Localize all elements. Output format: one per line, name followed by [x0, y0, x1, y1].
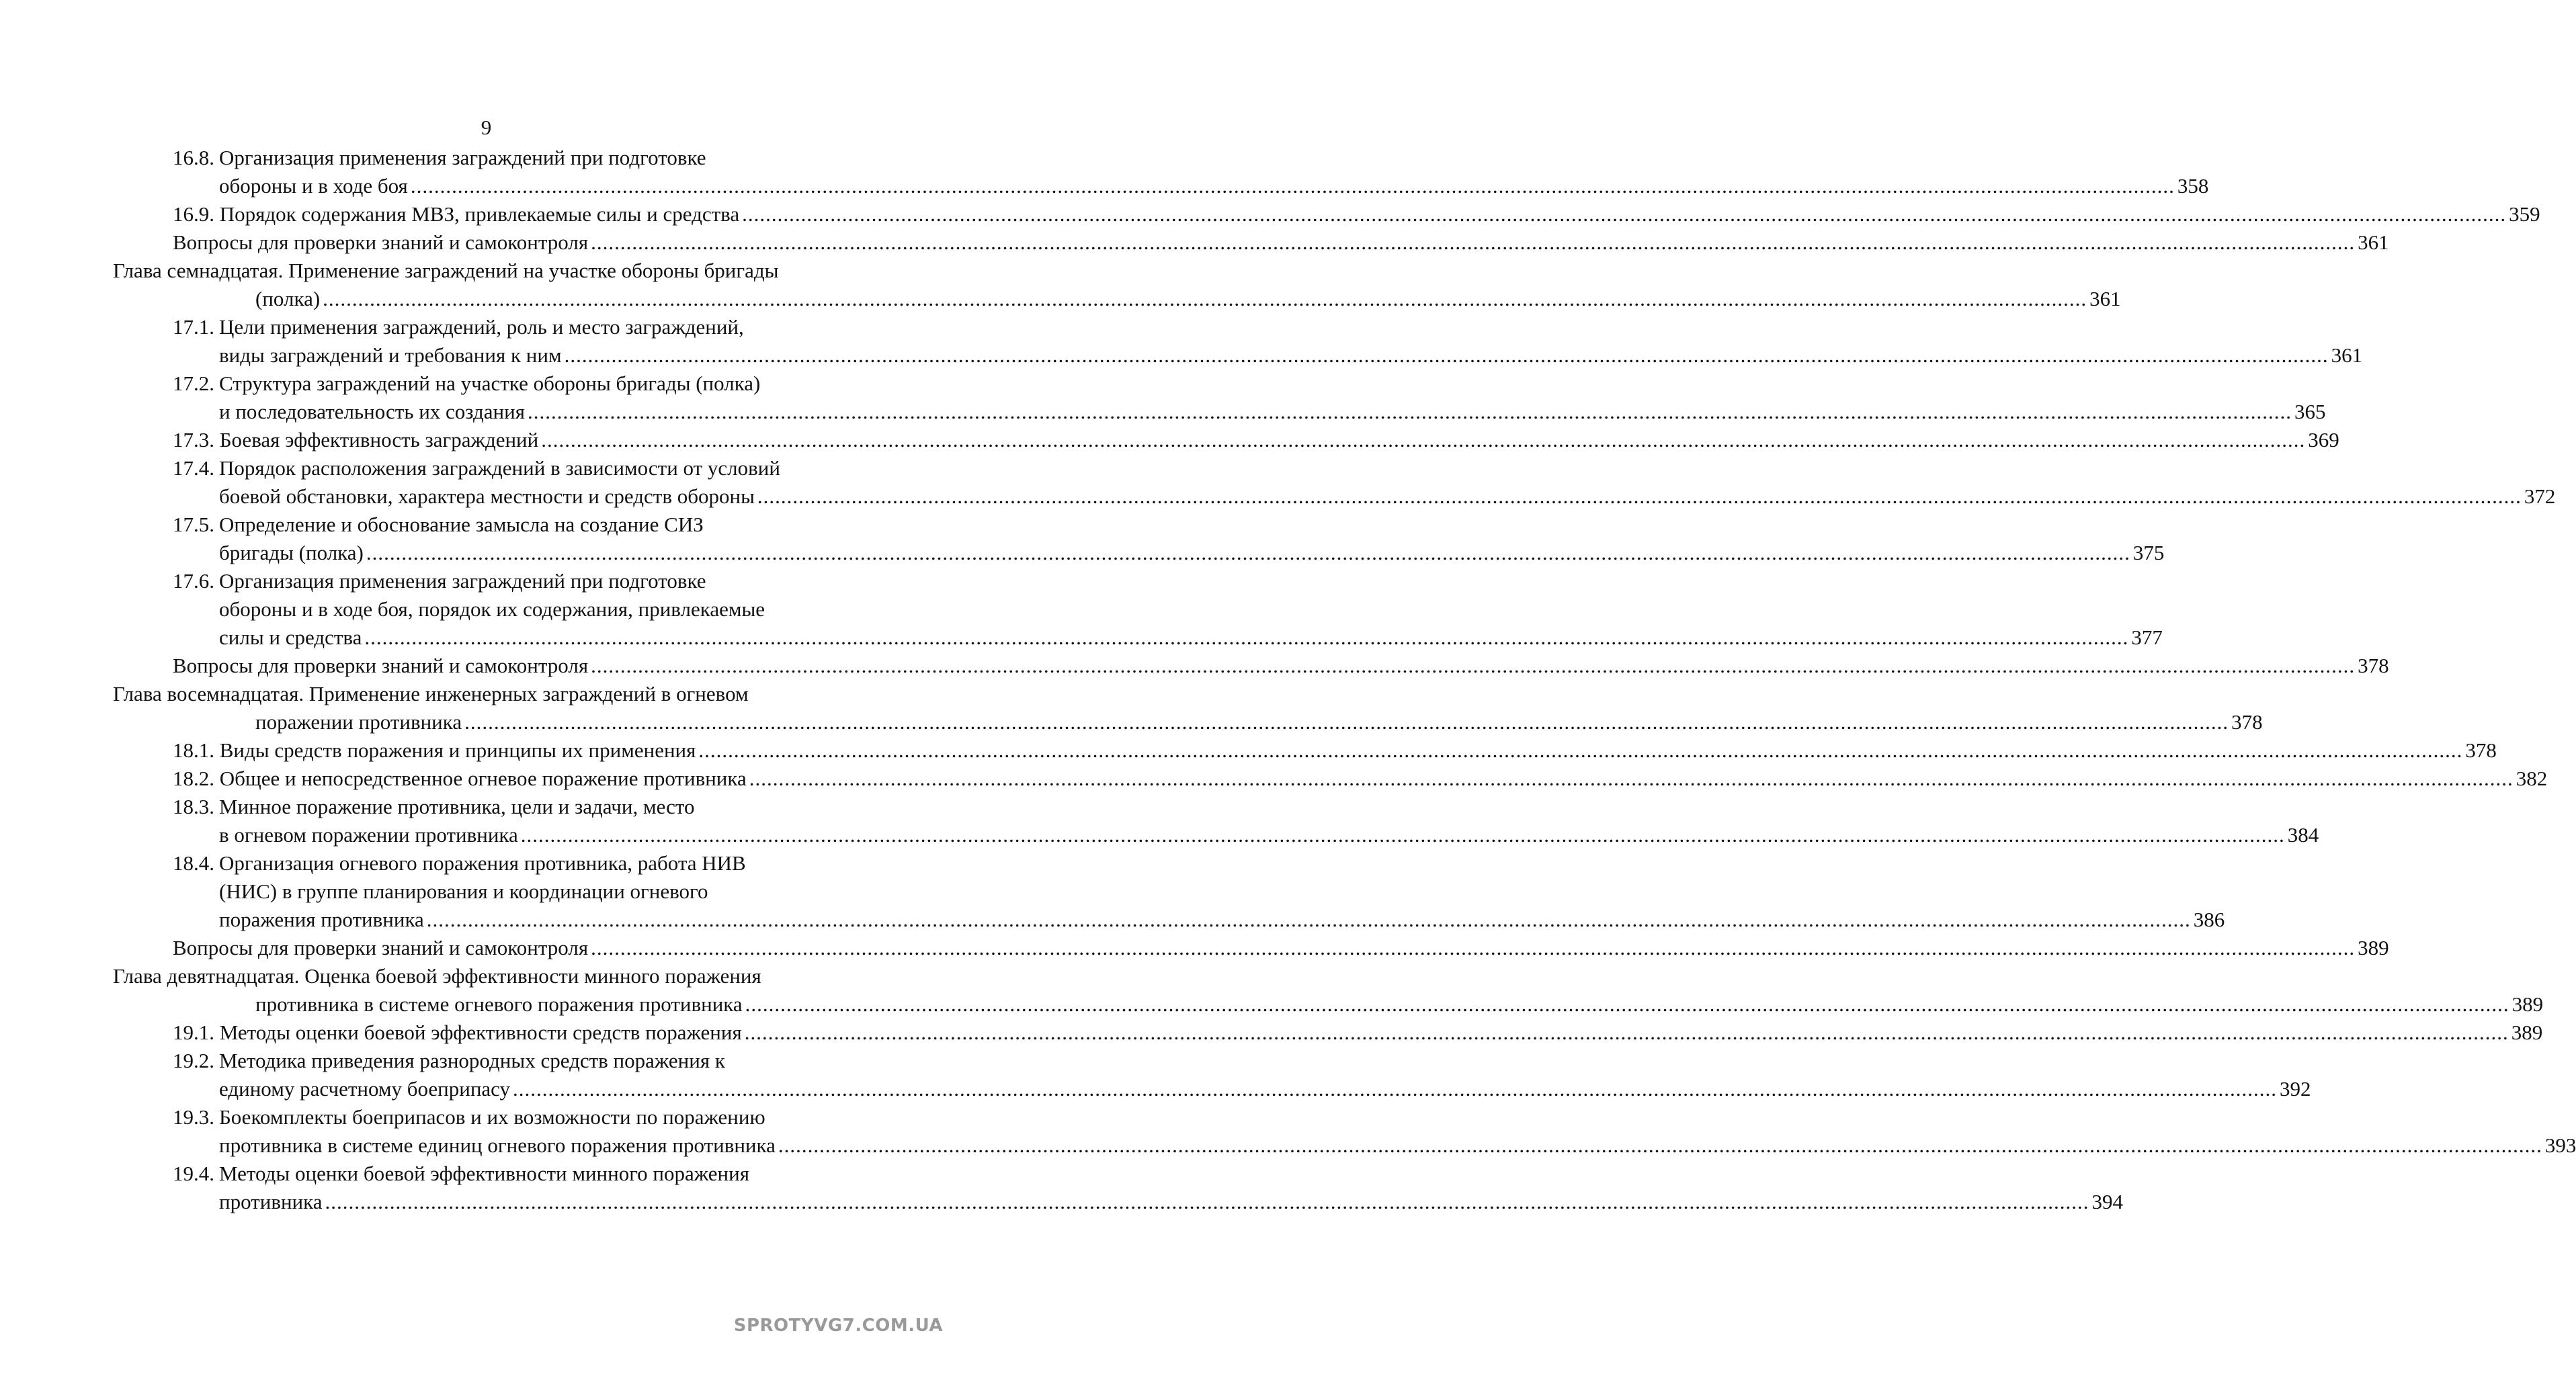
toc-line: [0, 1103, 972, 1131]
toc-entry-text: обороны и в ходе боя: [219, 174, 408, 198]
toc-line: [0, 341, 2363, 370]
toc-leader-row: [173, 652, 2389, 680]
toc-line: [0, 144, 972, 172]
toc-page-number: 389: [2358, 936, 2389, 959]
chapter-title: Глава девятнадцатая. Оценка боевой эффективности минного поражения: [113, 964, 761, 988]
toc-line: [0, 1160, 972, 1188]
section-number: 17.2.: [173, 372, 214, 395]
section-number: 19.4.: [173, 1162, 214, 1185]
toc-entry-text: поражении противника: [255, 710, 462, 734]
toc-leader-row: [219, 172, 2209, 200]
toc-page-number: 378: [2465, 738, 2497, 762]
toc-page-number: 372: [2524, 484, 2556, 508]
section-number: 19.3.: [173, 1105, 214, 1129]
dot-leader: ............................................................................................................................................................................................................................................................................................................: [464, 710, 2229, 734]
dot-leader: ............................................................................................................................................................................................................................................................................................................: [744, 1021, 2509, 1044]
toc-entry-text: Структура заграждений на участке обороны бригады (полка): [219, 372, 761, 395]
toc-entry-text: Организация применения заграждений при подготовке: [219, 569, 706, 593]
dot-leader: ............................................................................................................................................................................................................................................................................................................: [778, 1133, 2542, 1157]
toc-entry-text: Организация огневого поражения противника, работа НИВ: [219, 851, 746, 875]
toc-page-number: 384: [2287, 823, 2319, 847]
toc-entry-text: (полка): [255, 287, 321, 310]
toc-line: [0, 398, 2326, 426]
dot-leader: ............................................................................................................................................................................................................................................................................................................: [520, 823, 2285, 847]
toc-entry-text: поражения противника: [219, 908, 424, 931]
toc-entry-text: Методика приведения разнородных средств поражения к: [219, 1049, 725, 1072]
toc-line: [0, 624, 2163, 652]
toc-leader-row: [219, 398, 2326, 426]
toc-page-number: 361: [2358, 230, 2389, 254]
toc-page-number: 386: [2193, 908, 2225, 931]
chapter-title: Глава семнадцатая. Применение заграждений на участке обороны бригады: [113, 259, 779, 282]
toc-line: [0, 990, 2544, 1019]
toc-entry-text: и последовательность их создания: [219, 400, 525, 423]
toc-line: [0, 511, 972, 539]
toc-line: [0, 1131, 2576, 1160]
toc-entry-text: 19.1. Методы оценки боевой эффективности средств поражения: [173, 1021, 742, 1044]
toc-entry-text: Методы оценки боевой эффективности минного поражения: [219, 1162, 749, 1185]
section-number: 16.8.: [173, 146, 214, 169]
toc-leader-row: [219, 1131, 2576, 1160]
dot-leader: ............................................................................................................................................................................................................................................................................................................: [564, 343, 2329, 367]
toc-leader-row: [219, 341, 2363, 370]
section-number: 18.3.: [173, 795, 214, 818]
toc-line: [0, 370, 972, 398]
toc-leader-row: [173, 426, 2339, 454]
toc-line: [0, 849, 972, 877]
toc-entry-text: противника: [219, 1190, 323, 1213]
toc-page-number: 359: [2509, 202, 2540, 226]
toc-line: [0, 426, 2339, 454]
toc-leader-row: [173, 1019, 2543, 1047]
toc-line: [0, 821, 2319, 849]
dot-leader: ............................................................................................................................................................................................................................................................................................................: [757, 484, 2522, 508]
toc-line: [0, 765, 2548, 793]
toc-line: [0, 482, 2556, 511]
dot-leader: ............................................................................................................................................................................................................................................................................................................: [426, 908, 2191, 931]
toc-page-number: 365: [2294, 400, 2326, 423]
chapter-title: Глава восемнадцатая. Применение инженерных заграждений в огневом: [113, 682, 749, 705]
toc-page-number: 361: [2089, 287, 2121, 310]
toc-entry-text: Определение и обоснование замысла на создание СИЗ: [219, 513, 704, 536]
toc-entry-text: силы и средства: [219, 626, 362, 649]
toc-line: [0, 906, 2225, 934]
dot-leader: ............................................................................................................................................................................................................................................................................................................: [591, 936, 2356, 959]
section-number: 17.1.: [173, 315, 214, 339]
section-number: 18.4.: [173, 851, 214, 875]
toc-page-number: 394: [2091, 1190, 2123, 1213]
toc-leader-row: [173, 736, 2497, 765]
toc-page-number: 375: [2132, 541, 2165, 564]
review-questions-title: Вопросы для проверки знаний и самоконтроля: [173, 230, 589, 254]
toc-leader-row: [219, 1075, 2311, 1103]
toc-entry-text: Минное поражение противника, цели и задачи, место: [219, 795, 695, 818]
dot-leader: ............................................................................................................................................................................................................................................................................................................: [745, 992, 2509, 1016]
dot-leader: ............................................................................................................................................................................................................................................................................................................: [366, 541, 2130, 564]
toc-line: [0, 1188, 2123, 1216]
dot-leader: ............................................................................................................................................................................................................................................................................................................: [742, 202, 2507, 226]
section-number: 19.2.: [173, 1049, 214, 1072]
toc-leader-row: [255, 990, 2544, 1019]
toc-line: [0, 172, 2209, 200]
toc-leader-row: [173, 200, 2540, 228]
toc-line: [0, 539, 2165, 567]
toc-entry-text: противника в системе единиц огневого поражения противника: [219, 1133, 776, 1157]
toc-line: [0, 680, 972, 708]
toc-leader-row: [219, 821, 2319, 849]
table-of-contents: [0, 144, 2576, 1216]
toc-leader-row: [219, 1188, 2123, 1216]
toc-page-number: 389: [2511, 992, 2544, 1016]
toc-page-number: 377: [2131, 626, 2163, 649]
toc-entry-text: 16.9. Порядок содержания МВЗ, привлекаемые силы и средства: [173, 202, 740, 226]
toc-leader-row: [173, 934, 2389, 962]
toc-entry-text: Организация применения заграждений при подготовке: [219, 146, 706, 169]
toc-page-number: 369: [2308, 428, 2339, 452]
toc-entry-text: 17.3. Боевая эффективность заграждений: [173, 428, 539, 452]
dot-leader: ............................................................................................................................................................................................................................................................................................................: [513, 1077, 2278, 1101]
toc-page-number: 382: [2516, 767, 2548, 790]
toc-entry-text: 18.2. Общее и непосредственное огневое поражение противника: [173, 767, 747, 790]
toc-leader-row: [255, 708, 2263, 736]
toc-entry-text: Боекомплекты боеприпасов и их возможности по поражению: [219, 1105, 765, 1129]
section-number: 17.6.: [173, 569, 214, 593]
toc-page-number: 392: [2280, 1077, 2311, 1101]
toc-leader-row: [173, 228, 2389, 257]
toc-line: [0, 793, 972, 821]
toc-entry-text: Цели применения заграждений, роль и место заграждений,: [219, 315, 744, 339]
toc-leader-row: [173, 765, 2548, 793]
dot-leader: ............................................................................................................................................................................................................................................................................................................: [698, 738, 2463, 762]
toc-line: [0, 934, 2389, 962]
toc-page-number: 393: [2544, 1133, 2576, 1157]
toc-line: [0, 877, 972, 906]
section-number: 17.5.: [173, 513, 214, 536]
toc-line: [0, 313, 972, 341]
toc-page-number: 358: [2177, 174, 2209, 198]
toc-line: [0, 708, 2263, 736]
dot-leader: ............................................................................................................................................................................................................................................................................................................: [323, 287, 2087, 310]
section-number: 17.4.: [173, 456, 214, 480]
toc-entry-text: единому расчетному боеприпасу: [219, 1077, 511, 1101]
review-questions-title: Вопросы для проверки знаний и самоконтроля: [173, 936, 589, 959]
toc-line: [0, 257, 972, 285]
dot-leader: ............................................................................................................................................................................................................................................................................................................: [591, 654, 2356, 677]
dot-leader: ............................................................................................................................................................................................................................................................................................................: [541, 428, 2306, 452]
dot-leader: ............................................................................................................................................................................................................................................................................................................: [364, 626, 2129, 649]
dot-leader: ............................................................................................................................................................................................................................................................................................................: [325, 1190, 2089, 1213]
toc-line: [0, 228, 2389, 257]
page-number: 9: [481, 116, 492, 139]
toc-page-number: 378: [2358, 654, 2389, 677]
toc-entry-text: обороны и в ходе боя, порядок их содержания, привлекаемые: [219, 597, 765, 621]
dot-leader: ............................................................................................................................................................................................................................................................................................................: [410, 174, 2175, 198]
toc-line: [0, 1075, 2311, 1103]
toc-entry-text: бригады (полка): [219, 541, 364, 564]
toc-line: [0, 454, 972, 482]
toc-entry-text: в огневом поражении противника: [219, 823, 518, 847]
toc-leader-row: [255, 285, 2121, 313]
dot-leader: ............................................................................................................................................................................................................................................................................................................: [527, 400, 2292, 423]
toc-line: [0, 1019, 2543, 1047]
watermark: SPROTYVG7.COM.UA: [733, 1316, 943, 1336]
toc-leader-row: [219, 624, 2163, 652]
toc-entry-text: (НИС) в группе планирования и координации огневого: [219, 879, 708, 903]
toc-page-number: 361: [2331, 343, 2363, 367]
toc-page-number: 378: [2231, 710, 2263, 734]
toc-line: [0, 736, 2497, 765]
toc-leader-row: [219, 906, 2225, 934]
toc-entry-text: противника в системе огневого поражения противника: [255, 992, 743, 1016]
toc-line: [0, 595, 972, 624]
toc-leader-row: [219, 482, 2556, 511]
review-questions-title: Вопросы для проверки знаний и самоконтроля: [173, 654, 589, 677]
toc-entry-text: виды заграждений и требования к ним: [219, 343, 562, 367]
dot-leader: ............................................................................................................................................................................................................................................................................................................: [749, 767, 2513, 790]
toc-entry-text: боевой обстановки, характера местности и средств обороны: [219, 484, 755, 508]
toc-page-number: 389: [2511, 1021, 2543, 1044]
toc-leader-row: [219, 539, 2165, 567]
dot-leader: ............................................................................................................................................................................................................................................................................................................: [591, 230, 2356, 254]
toc-line: [0, 652, 2389, 680]
toc-entry-text: Порядок расположения заграждений в зависимости от условий: [219, 456, 780, 480]
toc-line: [0, 567, 972, 595]
toc-entry-text: 18.1. Виды средств поражения и принципы их применения: [173, 738, 696, 762]
toc-line: [0, 1047, 972, 1075]
toc-line: [0, 200, 2540, 228]
toc-line: [0, 962, 972, 990]
toc-line: [0, 285, 2121, 313]
